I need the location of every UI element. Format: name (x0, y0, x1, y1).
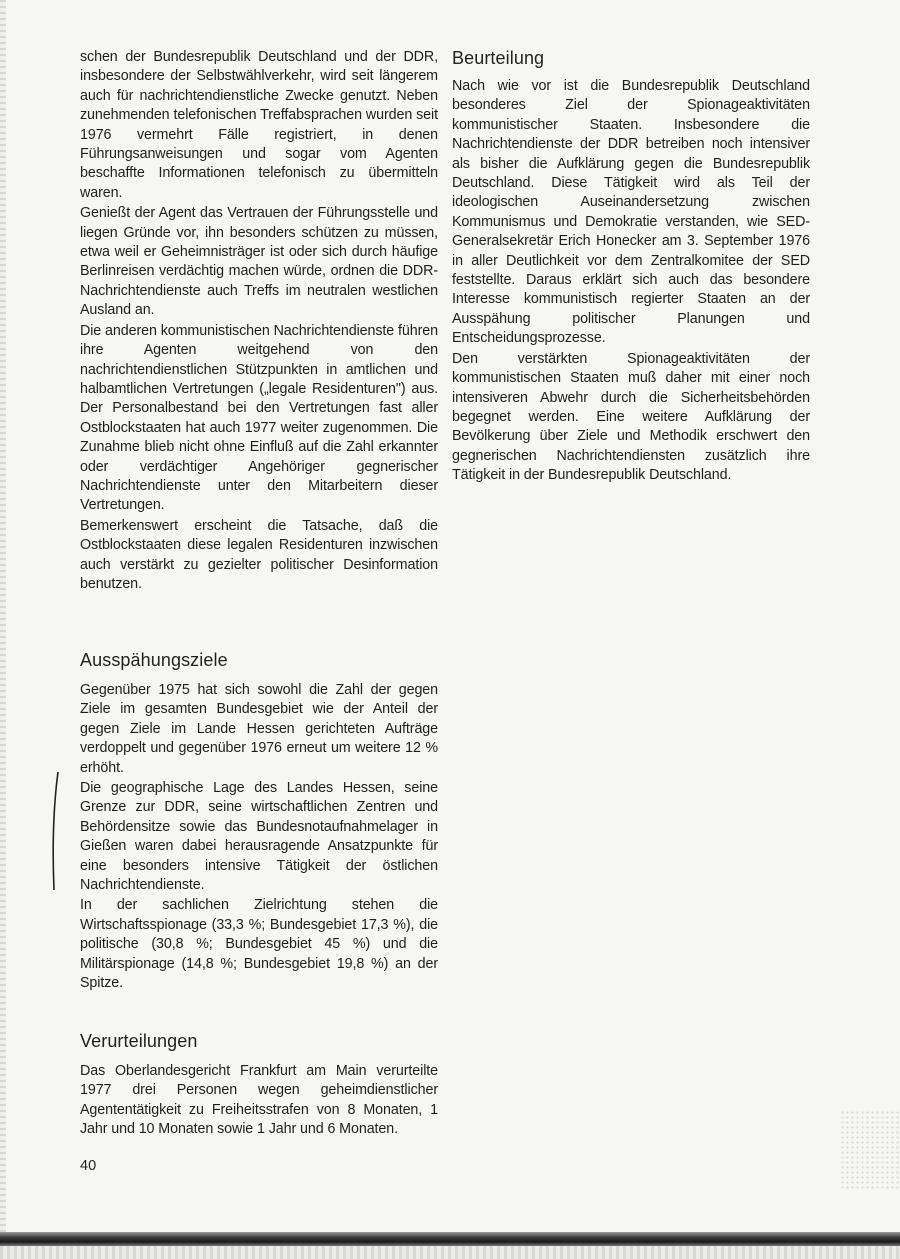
section-heading-ausspaehungsziele: Ausspähungsziele (80, 650, 228, 670)
paragraph: Die anderen kommunistischen Nachrichtendienste führen ihre Agenten weitgehend von den nachrichtendienstlichen Stützpunkten in amtlichen und halbamtlichen Vertretungen („legale Residenturen") aus. Der Personalbestand bei den Vertretungen fast aller Ostblockstaaten hat auch 1977 weiter zugenommen. Die Zunahme blieb nicht ohne Einfluß auf die Zahl erkannter oder verdächtiger Angehöriger gegnerischer Nachrichtendienste unter den Mitarbeitern dieser Vertretungen. (80, 322, 438, 514)
paragraph: Das Oberlandesgericht Frankfurt am Main verurteilte 1977 drei Personen wegen geheimdienstlicher Agententätigkeit zu Freiheitsstrafen von 8 Monaten, 1 Jahr und 10 Monaten sowie 1 Jahr und 6 Monaten. (80, 1063, 438, 1138)
scan-edge-artifact (0, 0, 6, 1259)
paragraph: Bemerkenswert erscheint die Tatsache, daß die Ostblockstaaten diese legalen Residenturen inzwischen auch verstärkt zu gezielter politischer Desinformation benutzen. (80, 517, 438, 592)
section-ausspaehungsziele (80, 650, 438, 995)
left-column (80, 48, 438, 595)
section-heading-beurteilung: Beurteilung (452, 48, 545, 68)
paragraph: schen der Bundesrepublik Deutschland und der DDR, insbesondere der Selbstwählverkehr, wird seit längerem auch für nachrichtendienstliche Zwecke genutzt. Neben zunehmenden telefonischen Treffabsprachen wurden seit 1976 vermehrt Fälle registriert, in denen Führungsanweisungen und sogar vom Agenten beschaffte Informationen telefonisch zu übermitteln waren. (80, 49, 438, 201)
page-number: 40 (80, 1158, 97, 1174)
paragraph: Nach wie vor ist die Bundesrepublik Deutschland besonderes Ziel der Spionageaktivitäten kommunistischer Staaten. Insbesondere die Nachrichtendienste der DDR betreiben noch intensiver als bisher die Aufklärung gegen die Bundesrepublik Deutschland. Diese Tätigkeit wird als Teil der ideologischen Auseinandersetzung zwischen Kommunismus und Demokratie verstanden, wie SED-Generalsekretär Erich Honecker am 3. September 1976 in aller Deutlichkeit vor dem Zentralkomitee der SED feststellte. Daraus erklärt sich auch das besondere Interesse kommunistisch regierter Staaten an der Ausspähung politischer Planungen und Entscheidungsprozesse. (452, 78, 810, 347)
section-verurteilungen (80, 1031, 438, 1141)
scan-bottom-band (0, 1232, 900, 1246)
section-heading-verurteilungen: Verurteilungen (80, 1031, 198, 1051)
scan-speckle-artifact (840, 1110, 900, 1190)
paragraph: Den verstärkten Spionageaktivitäten der kommunistischen Staaten muß daher mit einer noch intensiveren Abwehr durch die Sicherheitsbehörden begegnet werden. Eine weitere Aufklärung der Bevölkerung über Ziele und Methodik erschwert den gegnerischen Nachrichtendiensten zusätzlich ihre Tätigkeit in der Bundesrepublik Deutschland. (452, 350, 810, 484)
paragraph: Die geographische Lage des Landes Hessen, seine Grenze zur DDR, seine wirtschaftlichen Zentren und Behördensitze sowie das Bundesnotaufnahmelager in Gießen waren dabei herausragende Ansatzpunkte für eine besonders intensive Tätigkeit der östlichen Nachrichtendienste. (80, 780, 438, 894)
handwritten-margin-mark (40, 772, 70, 892)
scan-bottom-noise (0, 1246, 900, 1259)
paragraph: Gegenüber 1975 hat sich sowohl die Zahl der gegen Ziele im gesamten Bundesgebiet wie der Anteil der gegen Ziele im Lande Hessen gerichteten Aufträge verdoppelt und gegenüber 1976 erneut um weitere 12 % erhöht. (80, 682, 438, 776)
paragraph: Genießt der Agent das Vertrauen der Führungsstelle und liegen Gründe vor, ihn besonders schützen zu müssen, etwa weil er Geheimnisträger ist oder sich durch häufige Berlinreisen verdächtig machen würde, ordnen die DDR-Nachrichtendienste auch Treffs im neutralen westlichen Ausland an. (80, 205, 438, 319)
right-column (452, 48, 810, 487)
paragraph: In der sachlichen Zielrichtung stehen die Wirtschaftsspionage (33,3 %; Bundesgebiet 17,3 %), die politische (30,8 %; Bundesgebiet 45 %) und die Militärspionage (14,8 %; Bundesgebiet 19,8 %) an der Spitze. (80, 897, 438, 992)
